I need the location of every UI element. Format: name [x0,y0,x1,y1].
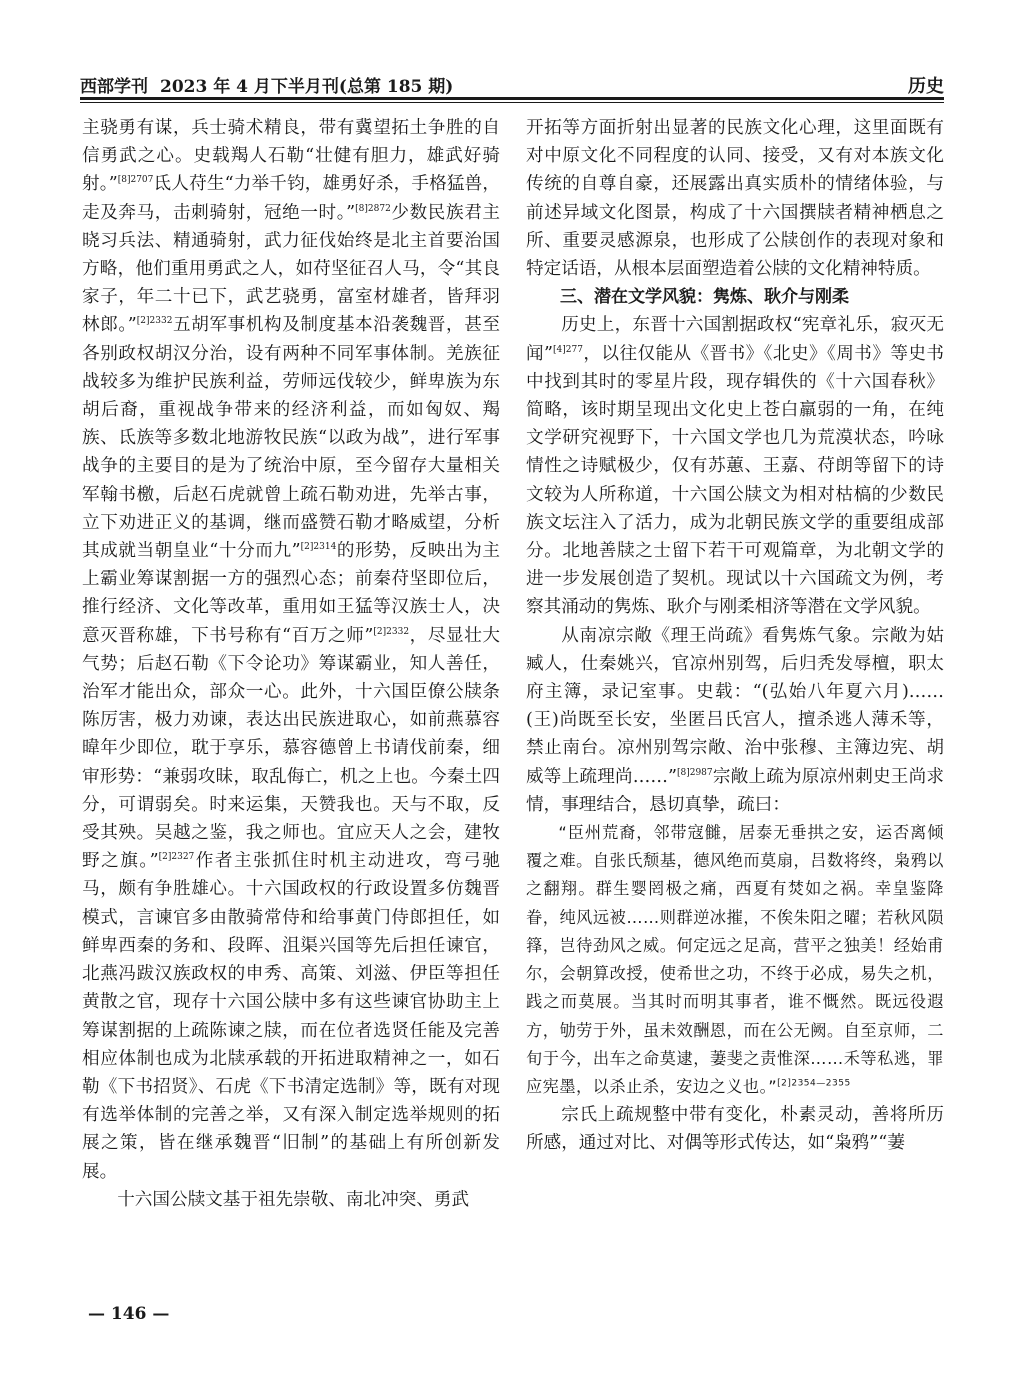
page-number: — 146 — [88,1304,170,1324]
citation-ref: [8]2872 [355,203,391,214]
text-run: 作者主张抓住时机主动进攻，弯弓驰马，颇有争胜雄心。十六国政权的行政设置多仿魏晋模式，言谏官多由散骑常侍和给事黄门侍郎担任，如鲜卑西秦的务和、段晖、沮渠兴国等先后担任谏官，北燕冯跋汉族政权的申秀、高策、刘滋、伊臣等担任黄散之官，现存十六国公牍中多有这些谏官协助主上筹谋割据的上疏陈谏之牍，而在位者选贤任能及完善相应体制也成为北牍承载的开拓进取精神之一，如石勒《下书招贤》、石虎《下书清定选制》等，既有对现有选举体制的完善之举，又有深入制定选举规则的拓展之策，皆在继承魏晋“旧制”的基础上有所创新发展。 [82,851,500,1182]
text-run: 宗氏上疏规整中带有变化，朴素灵动，善将所历所感，通过对比、对偶等形式传达，如“枭鸦”“萋 [526,1105,944,1154]
block-quote [526,819,944,1101]
citation-ref: [8]2987 [676,767,713,778]
journal-logo: 西部学刊 [80,77,148,97]
text-run: 的形势，反映出为主上霸业筹谋割据一方的强烈心态；前秦苻坚即位后，推行经济、文化等改革，重用如王猛等汉族士人，决意灭晋称雄，下书号称有“百万之师” [82,541,500,646]
header-rule-thin [80,102,944,103]
section-heading [526,283,944,311]
text-run: 从南凉宗敞《理王尚疏》看隽炼气象。宗敞为姑臧人，仕秦姚兴，官凉州别驾，后归秃发辱檀，职太府主簿，录记室事。史载：“(弘始八年夏六月)……(王)尚既至长安，坐匿吕氏宫人，擅杀逃人薄禾等，禁止南台。凉州别驾宗敞、治中张穆、主簿边宪、胡威等上疏理尚……” [526,625,944,787]
citation-ref: [2]2314 [300,542,337,553]
text-run: 历史上，东晋十六国割据政权“宪章礼乐，寂灭无闻” [526,315,944,364]
citation-ref: [2]2327 [158,852,195,863]
text-run: ，尽显壮大气势；后赵石勒《下令论功》筹谋霸业，知人善任，治军才能出众，部众一心。此外，十六国臣僚公牍条陈厉害，极力劝谏，表达出民族进取心，如前燕慕容暐年少即位，耽于享乐，慕容德曾上书请伐前秦，细审形势：“兼弱攻昧，取乱侮亡，机之上也。今秦土四分，可谓弱矣。时来运集，天赞我也。天与不取，反受其殃。吴越之鉴，我之师也。宜应天人之会，建牧野之旗。” [82,625,500,872]
text-run: ，以往仅能从《晋书》《北史》《周书》等史书中找到其时的零星片段，现存辑佚的《十六国春秋》简略，该时期呈现出文化史上苍白羸弱的一角，在纯文学研究视野下，十六国文学也几为荒漠状态，吟咏情性之诗赋极少，仅有苏蕙、王嘉、苻朗等留下的诗文较为人所称道，十六国公牍文为相对枯槁的少数民族文坛注入了活力，成为北朝民族文学的重要组成部分。北地善牍之士留下若干可观篇章，为北朝文学的进一步发展创造了契机。现试以十六国疏文为例，考察其涌动的隽炼、耿介与刚柔相济等潜在文学风貌。 [526,343,944,618]
citation-ref: [2]2354—2355 [777,1078,851,1089]
running-header [80,70,944,100]
paragraph [526,311,944,621]
issue-info: 2023 年 4 月下半月刊(总第 185 期) [160,77,454,97]
paragraph [526,622,944,819]
citation-ref: [4]277 [553,344,583,355]
text-run: 氐人苻生“力举千钧，雄勇好杀，手格猛兽，走及奔马，击刺骑射，冠绝一时。” [82,174,500,223]
text-run: 少数民族君主晓习兵法、精通骑射，武力征伐始终是北主首要治国方略，他们重用勇武之人，如苻坚征召人马，令“其良家子，年二十已下，武艺骁勇，富室材雄者，皆拜羽林郎。” [82,202,500,336]
left-column [82,114,500,1286]
paragraph [82,1186,500,1214]
text-run: 宗敞上疏为原凉州刺史王尚求情，事理结合，恳切真挚，疏曰： [526,766,944,815]
citation-ref: [8]2707 [117,175,154,186]
citation-ref: [2]2332 [136,316,173,327]
paragraph [82,114,500,1186]
text-run: 开拓等方面折射出显著的民族文化心理，这里面既有对中原文化不同程度的认同、接受，又有对本族文化传统的自尊自豪，还展露出真实质朴的情绪体验，与前述异域文化图景，构成了十六国撰牍者精神栖息之所、重要灵感源泉，也形成了公牍创作的表现对象和特定话语，从根本层面塑造着公牍的文化精神特质。 [526,118,944,280]
text-run: “臣州荒裔，邻带寇雠，居泰无垂拱之安，运否离倾覆之难。自张氏颓基，德风绝而莫扇，吕数将终，枭鸦以之翻翔。群生婴罔极之痛，西夏有焚如之祸。幸皇鉴降眷，纯风远被……则群逆冰摧，不俟朱阳之曜；若秋风陨箨，岂待劲风之威。何定远之足高，营平之独美！经始甫尔，会朝算改授，使希世之功，不终于必成，易失之机，践之而莫展。当其时而明其事者，谁不慨然。既远役遐方，劬劳于外，虽未效酬恩，而在公无阙。自至京师，二旬于今，出车之命莫逮，萋斐之责惟深……禾等私逃，罪应宪墨，以杀止杀，安边之义也。” [526,823,944,1096]
header-rule-thick [80,97,944,100]
section-label: 历史 [908,76,944,97]
right-column [526,114,944,1286]
paragraph [526,114,944,283]
text-run: 五胡军事机构及制度基本沿袭魏晋，甚至各别政权胡汉分治，设有两种不同军事体制。羌族征战较多为维护民族利益，劳师远伐较少，鲜卑族为东胡后裔，重视战争带来的经济利益，而如匈奴、羯族、氐族等多数北地游牧民族“以政为战”，进行军事战争的主要目的是为了统治中原，至今留存大量相关军翰书檄，后赵石虎就曾上疏石勒劝进，先举古事，立下劝进正义的基调，继而盛赞石勒才略威望，分析其成就当朝皇业“十分而九” [82,315,500,562]
text-run: 三、潜在文学风貌：隽炼、耿介与刚柔 [560,287,849,308]
text-run: 十六国公牍文基于祖先崇敬、南北冲突、勇武 [117,1189,470,1210]
paragraph [526,1101,944,1157]
text-run: 主骁勇有谋，兵士骑术精良，带有冀望拓土争胜的自信勇武之心。史载羯人石勒“壮健有胆力，雄武好骑射。” [82,118,500,195]
citation-ref: [2]2332 [373,626,410,637]
